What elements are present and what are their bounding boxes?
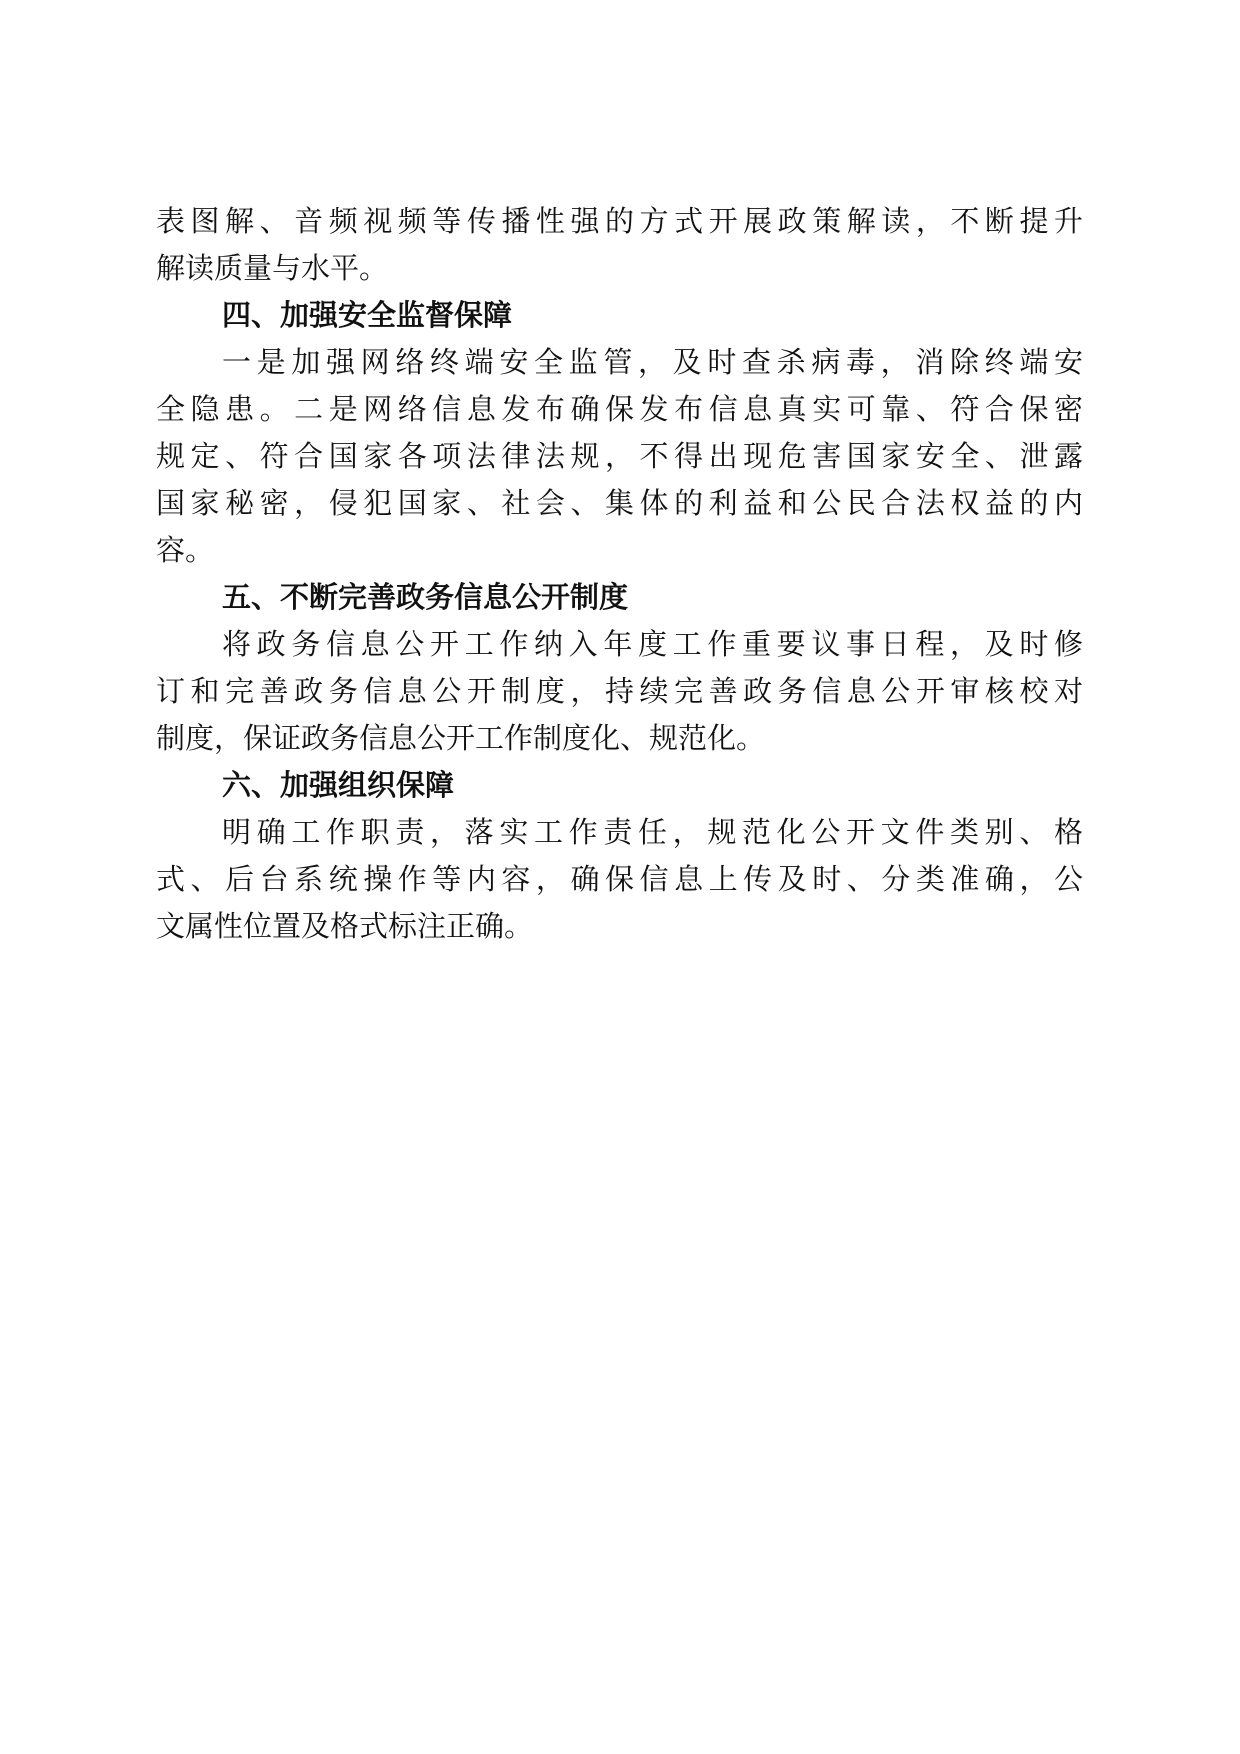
section-4-line-2: 全隐患。二是网络信息发布确保发布信息真实可靠、符合保密	[156, 392, 1083, 426]
continuation-line-2: 解读质量与水平。	[156, 251, 389, 285]
section-4-line-3: 规定、符合国家各项法律法规，不得出现危害国家安全、泄露	[156, 439, 1083, 473]
section-4-line-1: 一是加强网络终端安全监管，及时查杀病毒，消除终端安	[222, 345, 1083, 379]
section-6-line-2: 式、后台系统操作等内容，确保信息上传及时、分类准确，公	[156, 862, 1083, 896]
section-4-line-5: 容。	[156, 533, 215, 567]
section-5-line-2: 订和完善政务信息公开制度，持续完善政务信息公开审核校对	[156, 674, 1083, 708]
section-5-line-1: 将政务信息公开工作纳入年度工作重要议事日程，及时修	[222, 627, 1083, 661]
section-5-heading: 五、不断完善政务信息公开制度	[222, 580, 629, 614]
section-4-line-4: 国家秘密，侵犯国家、社会、集体的利益和公民合法权益的内	[156, 486, 1083, 520]
section-6-line-1: 明确工作职责，落实工作责任，规范化公开文件类别、格	[222, 815, 1083, 849]
continuation-line-1: 表图解、音频视频等传播性强的方式开展政策解读，不断提升	[156, 204, 1083, 238]
section-4-heading: 四、加强安全监督保障	[222, 298, 513, 332]
document-page	[156, 198, 1083, 950]
section-6-heading: 六、加强组织保障	[222, 768, 455, 802]
section-5-line-3: 制度，保证政务信息公开工作制度化、规范化。	[156, 721, 766, 755]
section-6-line-3: 文属性位置及格式标注正确。	[156, 909, 534, 943]
